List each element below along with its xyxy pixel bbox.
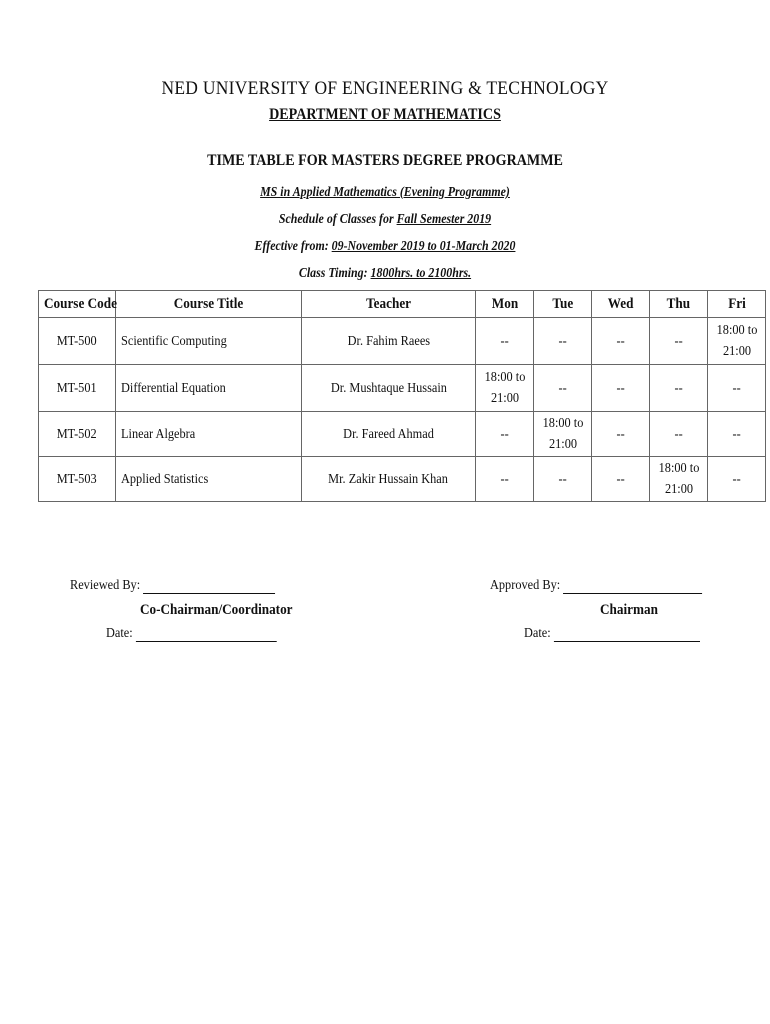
tue-cell: --	[534, 318, 592, 365]
schedule-line	[58, 212, 713, 228]
schedule-prefix: Schedule of Classes for	[278, 212, 397, 227]
tue-cell: --	[534, 365, 592, 412]
header-course-code: Course Code	[39, 291, 116, 318]
fri-cell: --	[708, 457, 766, 502]
header-tue: Tue	[534, 291, 592, 318]
tue-cell: --	[534, 457, 592, 502]
table-header-row	[39, 291, 766, 318]
timetable	[38, 290, 766, 502]
table-row	[39, 365, 766, 412]
mon-cell: --	[476, 318, 534, 365]
university-name: NED UNIVERSITY OF ENGINEERING & TECHNOLOGY	[161, 78, 609, 99]
header-fri: Fri	[708, 291, 766, 318]
course-code-cell: MT-503	[39, 457, 116, 502]
reviewed-by-label: Reviewed By:	[70, 578, 141, 593]
mon-cell: --	[476, 412, 534, 457]
approved-date-blank	[554, 627, 700, 642]
reviewed-by-line	[70, 578, 275, 594]
approved-by-role: Chairman	[600, 602, 658, 618]
tue-cell: 18:00 to 21:00	[534, 412, 592, 457]
table-row	[39, 457, 766, 502]
teacher-cell: Dr. Mushtaque Hussain	[302, 365, 476, 412]
timetable-title: TIME TABLE FOR MASTERS DEGREE PROGRAMME	[207, 152, 563, 169]
course-code-cell: MT-500	[39, 318, 116, 365]
semester-name: Fall Semester 2019	[396, 212, 492, 227]
course-title-cell: Linear Algebra	[116, 412, 302, 457]
course-code-cell: MT-502	[39, 412, 116, 457]
wed-cell: --	[592, 412, 650, 457]
timing-line	[58, 266, 713, 282]
header-course-title: Course Title	[116, 291, 302, 318]
wed-cell: --	[592, 457, 650, 502]
approved-by-label: Approved By:	[490, 578, 561, 593]
fri-cell: 18:00 to 21:00	[708, 318, 766, 365]
header-thu: Thu	[650, 291, 708, 318]
programme-name: MS in Applied Mathematics (Evening Programme)	[260, 185, 510, 200]
fri-cell: --	[708, 412, 766, 457]
course-title-cell: Differential Equation	[116, 365, 302, 412]
header-teacher: Teacher	[302, 291, 476, 318]
department-name: DEPARTMENT OF MATHEMATICS	[269, 106, 501, 123]
class-timing: 1800hrs. to 2100hrs.	[370, 266, 472, 281]
approved-by-line	[490, 578, 702, 594]
reviewed-date-label: Date:	[106, 626, 133, 641]
teacher-cell: Dr. Fareed Ahmad	[302, 412, 476, 457]
approved-date-label: Date:	[524, 626, 551, 641]
fri-cell: --	[708, 365, 766, 412]
approved-by-blank	[563, 579, 702, 594]
header-mon: Mon	[476, 291, 534, 318]
course-title-cell: Scientific Computing	[116, 318, 302, 365]
table-row	[39, 318, 766, 365]
effective-line	[58, 239, 713, 255]
effective-range: 09-November 2019 to 01-March 2020	[331, 239, 516, 254]
timing-prefix: Class Timing:	[298, 266, 371, 281]
wed-cell: --	[592, 365, 650, 412]
teacher-cell: Dr. Fahim Raees	[302, 318, 476, 365]
course-code-cell: MT-501	[39, 365, 116, 412]
wed-cell: --	[592, 318, 650, 365]
thu-cell: --	[650, 318, 708, 365]
mon-cell: 18:00 to 21:00	[476, 365, 534, 412]
thu-cell: --	[650, 365, 708, 412]
thu-cell: 18:00 to 21:00	[650, 457, 708, 502]
effective-prefix: Effective from:	[254, 239, 332, 254]
header-wed: Wed	[592, 291, 650, 318]
course-title-cell: Applied Statistics	[116, 457, 302, 502]
mon-cell: --	[476, 457, 534, 502]
thu-cell: --	[650, 412, 708, 457]
reviewed-by-blank	[143, 579, 275, 594]
reviewed-by-role: Co-Chairman/Coordinator	[140, 602, 293, 618]
teacher-cell: Mr. Zakir Hussain Khan	[302, 457, 476, 502]
approved-date-line	[524, 626, 700, 642]
reviewed-date-line	[106, 626, 277, 642]
table-row	[39, 412, 766, 457]
reviewed-date-blank	[136, 627, 277, 642]
